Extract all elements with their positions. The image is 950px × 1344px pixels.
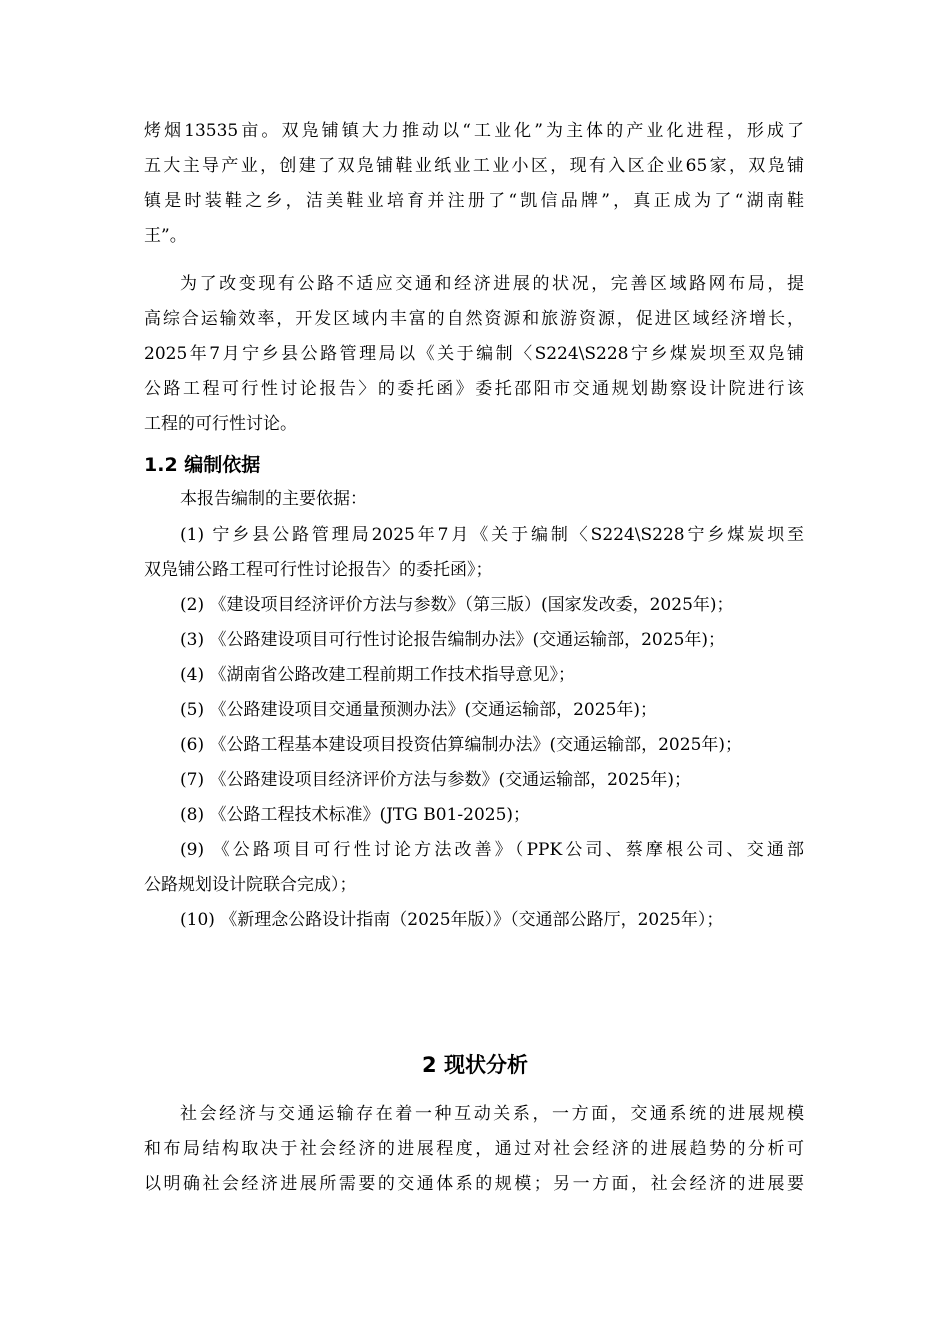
para2-line-5: 工程的可行性讨论。 — [144, 414, 297, 434]
para1-line-1: 烤烟13535亩。双凫铺镇大力推动以“工业化”为主体的产业化进程，形成了 — [144, 121, 804, 141]
para2-line-4: 公路工程可行性讨论报告〉的委托函》委托邵阳市交通规划勘察设计院进行该 — [144, 379, 804, 399]
reference-item-1-cont: 双凫铺公路工程可行性讨论报告〉的委托函》； — [144, 560, 493, 580]
chapter-title: 2 现状分析 — [422, 1053, 528, 1077]
section-intro: 本报告编制的主要依据： — [180, 489, 367, 509]
reference-item-8: (8) 《公路工程技术标准》(JTG B01-2025)； — [180, 805, 531, 825]
para1-line-4: 王”。 — [144, 226, 187, 246]
reference-item-7: (7) 《公路建设项目经济评价方法与参数》(交通运输部，2025年)； — [180, 770, 692, 790]
para1-line-2: 五大主导产业，创建了双凫铺鞋业纸业工业小区，现有入区企业65家，双凫铺 — [144, 156, 804, 176]
reference-item-3: (3) 《公路建设项目可行性讨论报告编制办法》(交通运输部，2025年)； — [180, 630, 726, 650]
para2-line-3: 2025年7月宁乡县公路管理局以《关于编制〈S224\S228宁乡煤炭坝至双凫铺 — [144, 344, 804, 364]
reference-item-10: (10) 《新理念公路设计指南（2025年版）》（交通部公路厅，2025年）； — [180, 910, 724, 930]
para2-line-2: 高综合运输效率，开发区域内丰富的自然资源和旅游资源，促进区域经济增长， — [144, 309, 804, 329]
para2-line-1: 为了改变现有公路不适应交通和经济进展的状况，完善区域路网布局，提 — [180, 274, 804, 294]
reference-item-5: (5) 《公路建设项目交通量预测办法》(交通运输部，2025年)； — [180, 700, 658, 720]
chapter2-line-1: 社会经济与交通运输存在着一种互动关系，一方面，交通系统的进展规模 — [180, 1104, 804, 1124]
para1-line-3: 镇是时装鞋之乡，洁美鞋业培育并注册了“凯信品牌”，真正成为了“湖南鞋 — [144, 191, 804, 211]
reference-item-2: (2) 《建设项目经济评价方法与参数》（第三版）(国家发改委，2025年)； — [180, 595, 734, 615]
reference-item-6: (6) 《公路工程基本建设项目投资估算编制办法》(交通运输部，2025年)； — [180, 735, 743, 755]
chapter2-line-3: 以明确社会经济进展所需要的交通体系的规模；另一方面，社会经济的进展要 — [144, 1174, 804, 1194]
reference-item-9: (9) 《公路项目可行性讨论方法改善》（PPK公司、蔡摩根公司、交通部 — [180, 840, 804, 860]
chapter2-line-2: 和布局结构取决于社会经济的进展程度，通过对社会经济的进展趋势的分析可 — [144, 1139, 804, 1159]
reference-item-9-cont: 公路规划设计院联合完成）； — [144, 875, 357, 895]
reference-item-1: (1) 宁乡县公路管理局2025年7月《关于编制〈S224\S228宁乡煤炭坝至 — [180, 525, 804, 545]
section-heading: 1.2 编制依据 — [144, 454, 261, 476]
reference-item-4: (4) 《湖南省公路改建工程前期工作技术指导意见》； — [180, 665, 575, 685]
